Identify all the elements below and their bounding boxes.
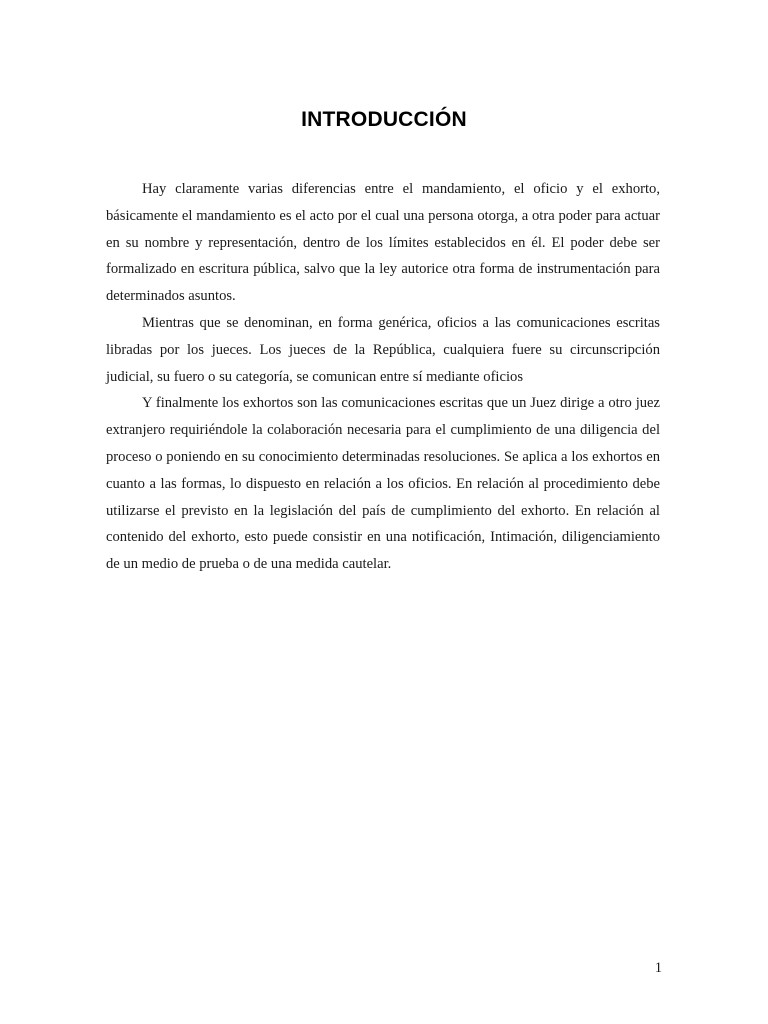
page-number: 1: [654, 960, 662, 976]
document-body: [106, 176, 660, 578]
paragraph-oficios: Mientras que se denominan, en forma genérica, oficios a las comunicaciones escritas libradas por los jueces. Los jueces de la República, cualquiera fuere su circunscripción judicial, su fuero o su categoría, se comunican entre sí mediante oficios: [106, 314, 660, 385]
paragraph-mandamiento: Hay claramente varias diferencias entre el mandamiento, el oficio y el exhorto, básicamente el mandamiento es el acto por el cual una persona otorga, a otra poder para actuar en su nombre y representación, dentro de los límites establecidos en él. El poder debe ser formalizado en escritura pública, salvo que la ley autorice otra forma de instrumentación para determinados asuntos.: [106, 181, 660, 305]
paragraph-exhortos: Y finalmente los exhortos son las comunicaciones escritas que un Juez dirige a otro juez extranjero requiriéndole la colaboración necesaria para el cumplimiento de una diligencia del proceso o poniendo en su conocimiento determinadas resoluciones. Se aplica a los exhortos en cuanto a las formas, lo dispuesto en relación a los oficios. En relación al procedimiento debe utilizarse el previsto en la legislación del país de cumplimiento del exhorto. En relación al contenido del exhorto, esto puede consistir en una notificación, Intimación, diligenciamiento de un medio de prueba o de una medida cautelar.: [106, 395, 660, 573]
page-title: INTRODUCCIÓN: [301, 108, 467, 131]
